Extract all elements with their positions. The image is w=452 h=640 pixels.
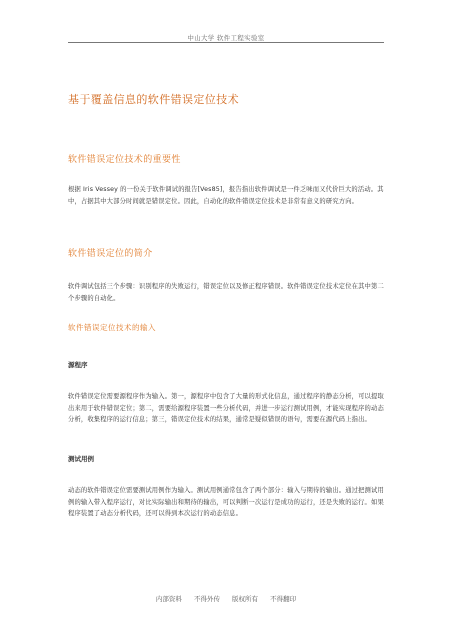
section-body-importance: 根据 Iris Vessey 的一份关于软件调试的报告[Ves85]，报告指出软件调试是一件乏味而又代价巨大的活动。其中，占据其中大部分时间就是错误定位。因此，自动化的软件错误定位技术是非常有意义的研究方向。	[68, 186, 384, 205]
section-body-test-cases: 动态的软件错误定位需要测试用例作为输入。测试用例通常包含了两个部分：输入与期待的输出。通过把测试用例的输入带入程序运行，对比实际输出和期待的输出，可以判断一次运行是成功的运行，还是失败的运行。如果程序装置了动态分析代码，还可以得到本次运行的动态信息。	[68, 487, 384, 517]
section-heading-importance: 软件错误定位技术的重要性	[68, 155, 181, 165]
page-footer: 内部资料 不得外传 版权所有 不得翻印	[155, 595, 297, 603]
document-title: 基于覆盖信息的软件错误定位技术	[68, 93, 239, 106]
header-divider	[68, 42, 384, 43]
subheading-source-program: 源程序	[68, 361, 88, 369]
page-header: 中山大学 软件工程实验室	[187, 34, 265, 42]
section-body-source-program: 软件错误定位需要源程序作为输入。第一，源程序中包含了大量的形式化信息，通过程序的静态分析，可以提取出来用于软件错误定位；第二，需要给源程序装置一些分析代码，并进一步运行测试用例，才能实现程序的动态分析，收集程序的运行信息；第三，错误定位技术的结果，通常是疑似错误的语句，需要在源代码上指出。	[68, 393, 384, 423]
section-heading-introduction: 软件错误定位的简介	[68, 249, 153, 259]
subheading-test-cases: 测试用例	[68, 455, 94, 463]
section-body-introduction: 软件调试包括三个步骤：识别程序的失败运行，错误定位以及修正程序错误。软件错误定位技术定位在其中第二个步骤的自动化。	[68, 283, 384, 302]
section-heading-inputs: 软件错误定位技术的输入	[68, 323, 156, 332]
